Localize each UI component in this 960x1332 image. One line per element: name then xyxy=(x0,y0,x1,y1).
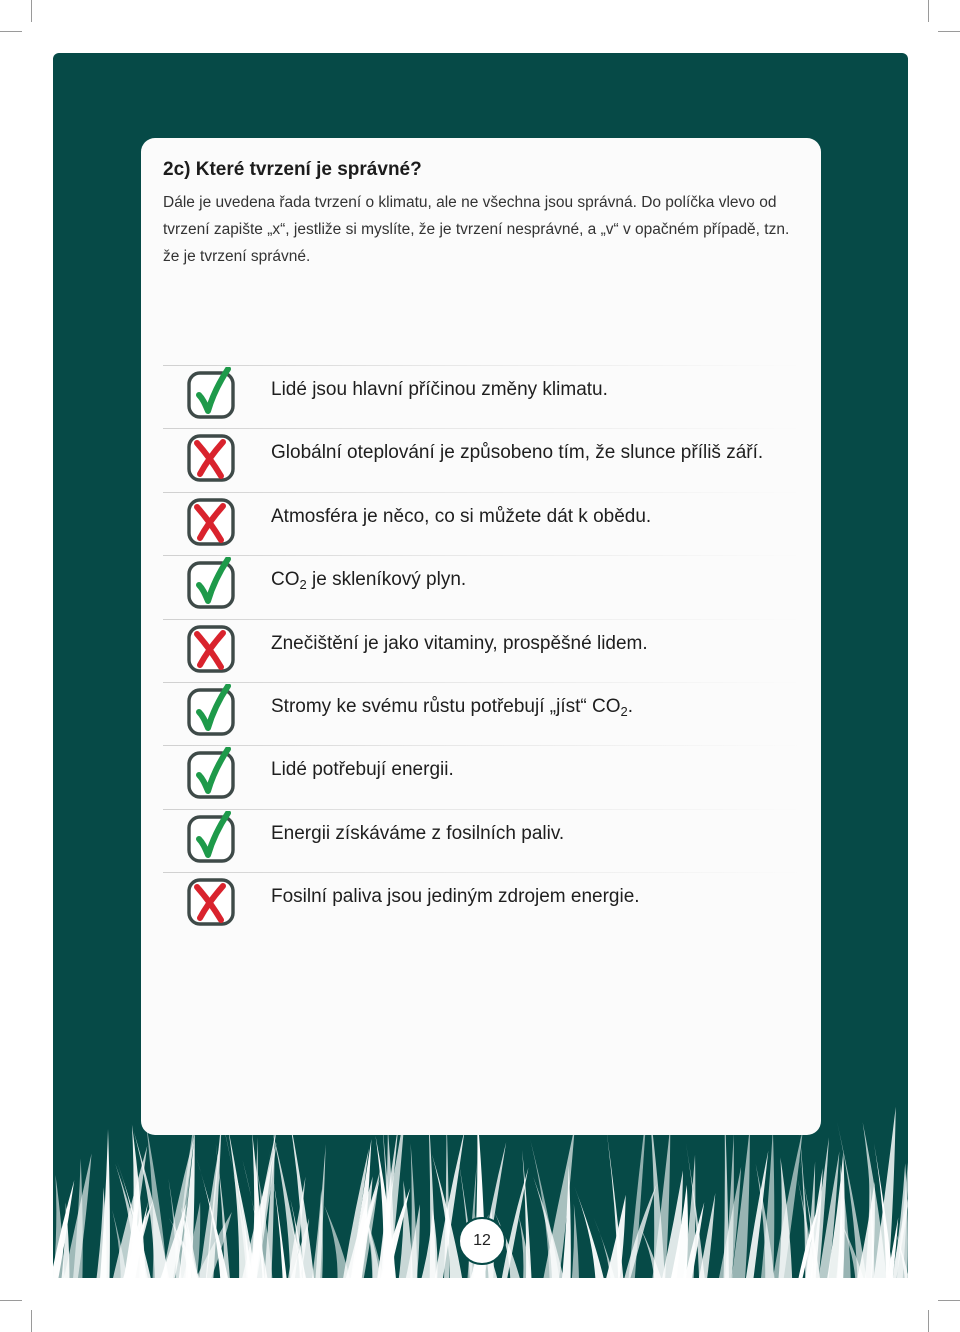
crop-mark xyxy=(928,0,929,22)
statement-main-text: Znečištění je jako vitaminy, prospěšné lidem. xyxy=(271,632,648,654)
statement-row xyxy=(163,619,803,675)
subscript: 2 xyxy=(299,577,307,593)
statement-text xyxy=(271,696,633,719)
statement-main-text: Lidé potřebují energii. xyxy=(271,759,454,781)
green-check-icon xyxy=(185,557,239,611)
crop-mark xyxy=(0,31,22,32)
grass-blade xyxy=(699,1193,715,1278)
grass-blade xyxy=(572,1204,579,1278)
crop-mark xyxy=(938,1300,960,1301)
statement-row xyxy=(163,745,803,801)
statement-main-text: Lidé jsou hlavní příčinou změny klimatu. xyxy=(271,379,608,400)
crop-mark xyxy=(31,1310,32,1332)
statement-text xyxy=(271,886,640,908)
statement-main-text: CO xyxy=(271,569,300,591)
statement-row xyxy=(163,365,803,421)
statement-main-text: Globální oteplování je způsobeno tím, že slunce příliš září. xyxy=(271,442,764,464)
subscript: 2 xyxy=(620,704,628,719)
statement-row xyxy=(163,809,803,865)
statement-row xyxy=(163,428,803,484)
green-check-icon xyxy=(185,747,239,801)
statement-main-text: Fosilní paliva jsou jediným zdrojem energie. xyxy=(271,886,640,908)
row-divider xyxy=(163,365,803,366)
row-divider xyxy=(163,872,803,873)
statement-main-text: Energii získáváme z fosilních paliv. xyxy=(271,822,565,844)
row-divider xyxy=(163,428,803,429)
statement-text xyxy=(271,823,564,845)
statement-row xyxy=(163,555,803,611)
statement-row xyxy=(163,872,803,928)
statement-text xyxy=(271,442,763,464)
red-cross-icon xyxy=(185,621,239,675)
red-cross-icon xyxy=(185,494,239,548)
statement-text xyxy=(271,633,648,655)
crop-mark xyxy=(928,1310,929,1332)
crop-mark xyxy=(0,1300,22,1301)
grass-blade xyxy=(315,1144,325,1278)
statement-tail-text: . xyxy=(627,696,634,717)
page-number: 12 xyxy=(458,1217,506,1265)
section-title: 2c) Které tvrzení je správné? xyxy=(163,159,422,180)
red-cross-icon xyxy=(185,430,239,484)
section-instructions: Dále je uvedena řada tvrzení o klimatu, ale ne všechna jsou správná. Do políčka vlevo od tvrzení zapište „x“, jestliže si myslíte, že je tvrzení nesprávné, a „v“ v opačném případě, tzn. že je tvrzení správné. xyxy=(163,194,790,265)
statement-text xyxy=(271,506,651,528)
statement-text xyxy=(271,379,608,401)
statement-row xyxy=(163,492,803,548)
green-check-icon xyxy=(185,811,239,865)
statement-main-text: Stromy ke svému růstu potřebují „jíst“ CO xyxy=(271,696,621,717)
grass-blade xyxy=(422,1209,438,1278)
statement-main-text: Atmosféra je něco, co si můžete dát k obědu. xyxy=(271,505,652,527)
row-divider xyxy=(163,555,803,556)
crop-mark xyxy=(31,0,32,22)
statement-text xyxy=(271,759,454,781)
green-check-icon xyxy=(185,684,239,738)
grass-blade xyxy=(227,1124,251,1278)
row-divider xyxy=(163,619,803,620)
statement-tail-text: je skleníkový plyn. xyxy=(306,569,467,591)
grass-blade xyxy=(410,1143,417,1278)
row-divider xyxy=(163,809,803,810)
grass-blade xyxy=(444,1114,449,1278)
grass-blade xyxy=(574,1186,604,1278)
row-divider xyxy=(163,682,803,683)
crop-mark xyxy=(938,31,960,32)
statement-text xyxy=(271,569,466,592)
statement-row xyxy=(163,682,803,738)
green-check-icon xyxy=(185,367,239,421)
row-divider xyxy=(163,492,803,493)
red-cross-icon xyxy=(185,874,239,928)
row-divider xyxy=(163,745,803,746)
